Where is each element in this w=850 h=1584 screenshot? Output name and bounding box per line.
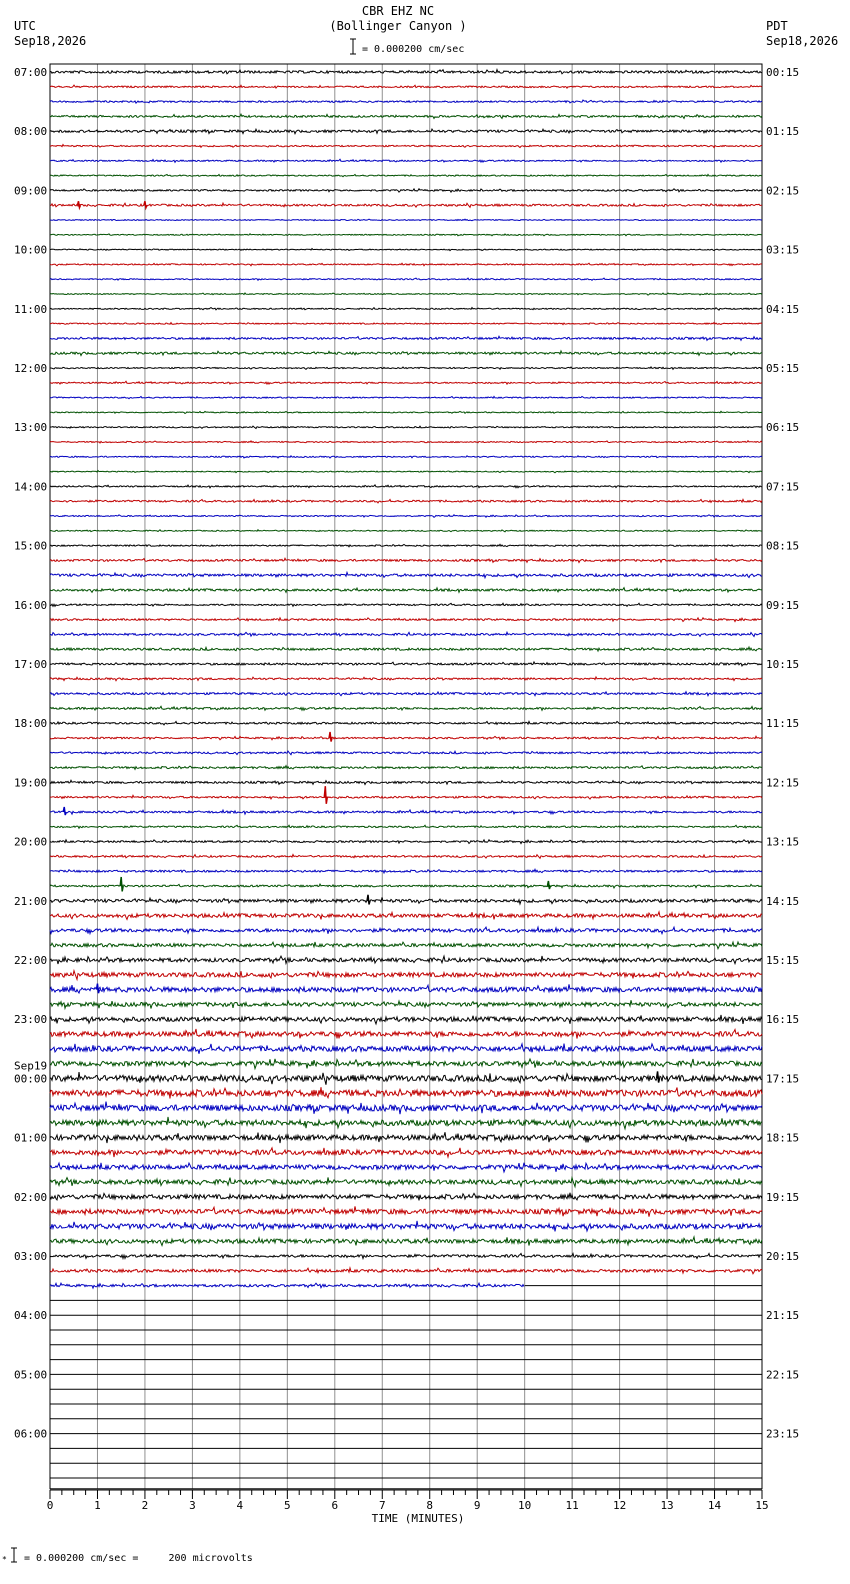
utc-hour-label: 01:00: [14, 1131, 48, 1145]
utc-hour-label: 06:00: [14, 1427, 48, 1441]
trace-row: [50, 632, 762, 636]
station-title: CBR EHZ NC: [361, 4, 435, 18]
trace-row: [50, 984, 762, 993]
scale-label: = 0.000200 cm/sec: [362, 44, 465, 55]
pdt-hour-label: 10:15: [766, 658, 800, 671]
trace-row: [50, 1177, 762, 1186]
seismic-event-spike: [120, 877, 123, 891]
scale-bar-icon: [350, 39, 356, 54]
x-tick-label: 1: [94, 1499, 101, 1512]
x-tick-label: 14: [707, 1499, 722, 1512]
x-tick-label: 8: [426, 1499, 434, 1512]
utc-hour-label: 05:00: [14, 1368, 48, 1382]
utc-hour-label: 16:00: [14, 598, 48, 612]
pdt-hour-label: 12:15: [766, 776, 800, 790]
trace-row: [50, 1268, 762, 1274]
utc-hour-label: 11:00: [14, 302, 48, 316]
trace-row: [50, 1254, 762, 1259]
trace-row: [50, 70, 762, 74]
pdt-hour-label: 08:15: [766, 539, 800, 553]
trace-row: [50, 721, 762, 725]
trace-row: [50, 129, 762, 134]
pdt-hour-label: 23:15: [766, 1427, 800, 1441]
utc-date: Sep18,2026: [14, 34, 87, 48]
trace-row: [50, 1206, 762, 1216]
trace-row: [50, 293, 762, 295]
trace-row: [50, 189, 762, 192]
trace-row: [50, 603, 762, 606]
trace-row: [50, 1193, 762, 1201]
trace-row: [50, 219, 762, 221]
seismic-event-spike: [547, 881, 550, 889]
trace-row: [50, 1029, 762, 1039]
plot-frame: [50, 64, 762, 1489]
utc-hour-label: 08:00: [14, 125, 48, 139]
trace-row: [50, 100, 762, 103]
utc-hour-label: 23:00: [14, 1013, 48, 1027]
utc-hour-label: 12:00: [14, 362, 48, 375]
utc-hour-label: 17:00: [14, 658, 48, 671]
utc-hour-label: 14:00: [14, 480, 48, 494]
trace-row: [50, 956, 762, 964]
trace-row: [50, 367, 762, 369]
pdt-hour-label: 14:15: [766, 894, 800, 908]
x-tick-label: 11: [565, 1499, 579, 1512]
utc-hour-label: 09:00: [14, 184, 48, 198]
trace-row: [50, 145, 762, 148]
trace-row: [50, 927, 762, 934]
pdt-hour-label: 20:15: [766, 1250, 800, 1263]
footer-scale-bar-icon: [11, 1548, 17, 1562]
pdt-hour-label: 00:15: [766, 66, 800, 79]
trace-row: [50, 736, 762, 739]
footer-scale-label: = 0.000200 cm/sec = 200 microvolts: [24, 1553, 253, 1564]
trace-row: [50, 336, 762, 340]
trace-row: [50, 1237, 762, 1246]
trace-row: [50, 85, 762, 88]
trace-row: [50, 515, 762, 518]
trace-row: [50, 544, 762, 547]
pdt-hour-label: 09:15: [766, 598, 800, 612]
seismic-event-spike: [324, 786, 327, 804]
pdt-hour-label: 19:15: [766, 1190, 800, 1204]
trace-row: [50, 249, 762, 251]
trace-row: [50, 1044, 762, 1054]
x-tick-label: 10: [518, 1499, 532, 1512]
utc-hour-label: 15:00: [14, 539, 48, 553]
trace-row: [50, 234, 762, 236]
trace-row: [50, 897, 762, 904]
trace-row: [50, 1148, 762, 1157]
trace-row: [50, 381, 762, 384]
trace-row: [50, 159, 762, 162]
trace-row: [50, 278, 762, 280]
utc-hour-label: 04:00: [14, 1309, 48, 1323]
trace-row: [50, 647, 762, 651]
utc-hour-label: 02:00: [14, 1190, 48, 1204]
utc-hour-label: 18:00: [14, 717, 48, 731]
trace-row: [50, 441, 762, 443]
pdt-hour-label: 02:15: [766, 184, 800, 198]
utc-hour-label: 22:00: [14, 954, 48, 967]
x-tick-label: 9: [473, 1499, 481, 1512]
x-tick-label: 2: [141, 1499, 149, 1512]
x-tick-label: 7: [378, 1499, 386, 1512]
trace-row: [50, 471, 762, 473]
x-tick-label: 6: [331, 1499, 339, 1512]
trace-row: [50, 1015, 762, 1024]
trace-row: [50, 766, 762, 770]
seismic-event-spike: [144, 201, 147, 207]
trace-row: [50, 795, 762, 799]
trace-row: [50, 662, 762, 666]
trace-row: [50, 1102, 762, 1115]
x-tick-label: 3: [189, 1499, 196, 1512]
trace-row: [50, 263, 762, 266]
trace-row: [50, 825, 762, 828]
seismic-event-spike: [329, 732, 332, 742]
utc-hour-label: 13:00: [14, 421, 48, 435]
trace-row: [50, 1117, 762, 1129]
trace-row: [50, 751, 762, 755]
trace-row: [50, 810, 762, 814]
x-axis-label: TIME (MINUTES): [371, 1512, 465, 1525]
pdt-hour-label: 04:15: [766, 302, 800, 316]
trace-row: [50, 351, 762, 356]
pdt-hour-label: 03:15: [766, 243, 800, 257]
trace-row: [50, 884, 762, 888]
seismic-event-spike: [63, 807, 66, 815]
pdt-hour-label: 21:15: [766, 1309, 800, 1323]
utc-label: UTC: [14, 19, 36, 33]
x-axis: [47, 1490, 769, 1512]
trace-row: [50, 572, 762, 577]
x-tick-label: 4: [236, 1499, 244, 1512]
pdt-label: PDT: [766, 19, 788, 33]
utc-hour-label: 20:00: [14, 835, 48, 849]
chart-grid: [50, 64, 762, 1489]
station-location: (Bollinger Canyon ): [329, 19, 467, 33]
utc-hour-label: 10:00: [14, 243, 48, 257]
utc-hour-label: 00:00: [14, 1072, 48, 1086]
x-tick-label: 5: [284, 1499, 291, 1512]
trace-row: [50, 203, 762, 207]
pdt-hour-label: 05:15: [766, 362, 800, 375]
trace-row: [50, 308, 762, 311]
trace-row: [50, 114, 762, 118]
trace-row: [50, 456, 762, 458]
trace-row: [50, 1000, 762, 1008]
seismic-event-spike: [367, 895, 370, 905]
pdt-hour-label: 15:15: [766, 954, 800, 967]
trace-row: [50, 1072, 762, 1085]
x-tick-label: 13: [660, 1499, 674, 1512]
trace-row: [50, 396, 762, 398]
trace-row: [50, 558, 762, 562]
pdt-hour-label: 07:15: [766, 480, 800, 494]
pdt-hour-label: 16:15: [766, 1013, 800, 1027]
trace-row: [50, 692, 762, 696]
pdt-hour-label: 17:15: [766, 1072, 800, 1086]
trace-row: [50, 588, 762, 593]
pdt-hour-label: 11:15: [766, 717, 800, 731]
trace-row: [50, 840, 762, 844]
pdt-hour-label: 06:15: [766, 421, 800, 435]
trace-row: [50, 1221, 762, 1232]
trace-row: [50, 485, 762, 488]
utc-hour-label: 07:00: [14, 66, 48, 79]
trace-row: [50, 323, 762, 325]
trace-row: [50, 499, 762, 503]
trace-row: [50, 855, 762, 859]
trace-row: [50, 942, 762, 949]
utc-hour-label: 21:00: [14, 894, 48, 908]
pdt-hour-label: 13:15: [766, 835, 800, 849]
trace-row: [50, 426, 762, 428]
trace-row: [50, 1132, 762, 1143]
seismic-event-spike: [657, 1071, 660, 1082]
pdt-date: Sep18,2026: [766, 34, 839, 48]
trace-row: [50, 174, 762, 176]
footer-marker: *: [2, 1555, 7, 1564]
trace-row: [50, 1059, 762, 1069]
trace-row: [50, 1163, 762, 1172]
x-tick-label: 0: [46, 1499, 54, 1512]
pdt-hour-label: 01:15: [766, 125, 800, 139]
trace-row: [50, 971, 762, 980]
date-change-label: Sep19: [14, 1059, 48, 1073]
utc-hour-label: 03:00: [14, 1250, 48, 1263]
x-tick-label: 12: [612, 1499, 627, 1512]
trace-row: [50, 869, 762, 873]
x-tick-label: 15: [755, 1499, 769, 1512]
trace-row: [50, 411, 762, 413]
trace-row: [50, 780, 762, 784]
seismic-traces: [50, 70, 762, 1478]
trace-row: [50, 677, 762, 681]
trace-row: [50, 530, 762, 532]
trace-row: [50, 912, 762, 920]
pdt-hour-label: 22:15: [766, 1368, 800, 1382]
utc-hour-label: 19:00: [14, 776, 48, 790]
trace-row: [50, 706, 762, 710]
trace-row: [50, 1087, 762, 1098]
pdt-hour-label: 18:15: [766, 1131, 800, 1145]
trace-row: [50, 618, 762, 622]
